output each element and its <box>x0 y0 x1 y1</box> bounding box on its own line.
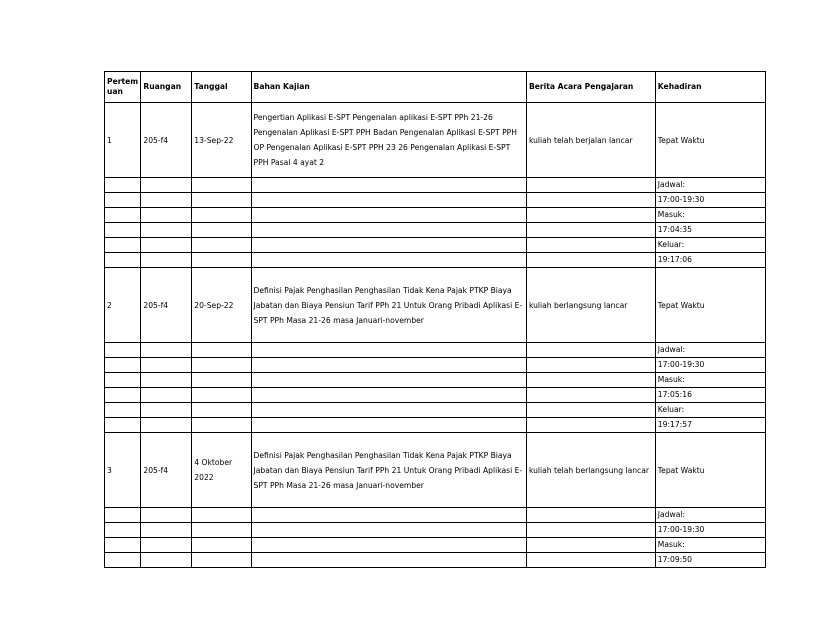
table-row <box>105 418 766 433</box>
attendance-table <box>104 71 766 568</box>
header-row <box>105 72 766 103</box>
cell-pertemuan: 1 <box>105 103 141 178</box>
cell-pertemuan: 3 <box>105 433 141 508</box>
cell-bahan-kajian: Definisi Pajak Penghasilan Penghasilan Tidak Kena Pajak PTKP Biaya Jabatan dan Biaya Pensiun Tarif PPh 21 Untuk Orang Pribadi Aplikasi E-SPT PPh Masa 21-26 masa Januari-november <box>251 433 526 508</box>
table-row <box>105 238 766 253</box>
cell-ruangan: 205-f4 <box>141 103 192 178</box>
cell-pertemuan: 2 <box>105 268 141 343</box>
header-kehadiran: Kehadiran <box>655 72 765 103</box>
table-row <box>105 103 766 178</box>
table-row <box>105 553 766 568</box>
cell-keluar-label: Keluar: <box>655 403 765 418</box>
table-row <box>105 193 766 208</box>
cell-berita-acara: kuliah berlangsung lancar <box>526 268 655 343</box>
table-row <box>105 178 766 193</box>
table-row <box>105 268 766 343</box>
cell-bahan-kajian: Definisi Pajak Penghasilan Penghasilan Tidak Kena Pajak PTKP Biaya Jabatan dan Biaya Pensiun Tarif PPh 21 Untuk Orang Pribadi Aplikasi E-SPT PPh Masa 21-26 masa Januari-november <box>251 268 526 343</box>
table-row <box>105 223 766 238</box>
table-row <box>105 373 766 388</box>
cell-ruangan: 205-f4 <box>141 268 192 343</box>
cell-jadwal: 17:00-19:30 <box>655 523 765 538</box>
cell-jadwal-label: Jadwal: <box>655 508 765 523</box>
table-row <box>105 523 766 538</box>
cell-kehadiran: Tepat Waktu <box>655 103 765 178</box>
table-row <box>105 343 766 358</box>
cell-masuk-label: Masuk: <box>655 208 765 223</box>
cell-kehadiran: Tepat Waktu <box>655 433 765 508</box>
header-ruangan: Ruangan <box>141 72 192 103</box>
table-row <box>105 208 766 223</box>
table-row <box>105 538 766 553</box>
cell-jadwal: 17:00-19:30 <box>655 358 765 373</box>
table-row <box>105 388 766 403</box>
header-bahan-kajian: Bahan Kajian <box>251 72 526 103</box>
table-row <box>105 508 766 523</box>
cell-jadwal: 17:00-19:30 <box>655 193 765 208</box>
table-row <box>105 403 766 418</box>
cell-kehadiran: Tepat Waktu <box>655 268 765 343</box>
cell-masuk: 17:09:50 <box>655 553 765 568</box>
cell-jadwal-label: Jadwal: <box>655 178 765 193</box>
cell-tanggal: 13-Sep-22 <box>192 103 251 178</box>
cell-tanggal: 4 Oktober 2022 <box>192 433 251 508</box>
cell-keluar: 19:17:57 <box>655 418 765 433</box>
cell-bahan-kajian: Pengertian Aplikasi E-SPT Pengenalan aplikasi E-SPT PPh 21-26 Pengenalan Aplikasi E-SPT PPH Badan Pengenalan Aplikasi E-SPT PPH OP Pengenalan Aplikasi E-SPT PPH 23 26 Pengenalan Aplikasi E-SPT PPH Pasal 4 ayat 2 <box>251 103 526 178</box>
cell-jadwal-label: Jadwal: <box>655 343 765 358</box>
cell-berita-acara: kuliah telah berlangsung lancar <box>526 433 655 508</box>
header-tanggal: Tanggal <box>192 72 251 103</box>
cell-ruangan: 205-f4 <box>141 433 192 508</box>
cell-masuk: 17:05:16 <box>655 388 765 403</box>
table-row <box>105 253 766 268</box>
table-row <box>105 358 766 373</box>
cell-keluar-label: Keluar: <box>655 238 765 253</box>
table-row <box>105 433 766 508</box>
cell-berita-acara: kuliah telah berjalan lancar <box>526 103 655 178</box>
cell-masuk: 17:04:35 <box>655 223 765 238</box>
cell-masuk-label: Masuk: <box>655 538 765 553</box>
header-berita-acara: Berita Acara Pengajaran <box>526 72 655 103</box>
cell-keluar: 19:17:06 <box>655 253 765 268</box>
cell-masuk-label: Masuk: <box>655 373 765 388</box>
header-pertemuan: Pertem uan <box>105 72 141 103</box>
cell-tanggal: 20-Sep-22 <box>192 268 251 343</box>
